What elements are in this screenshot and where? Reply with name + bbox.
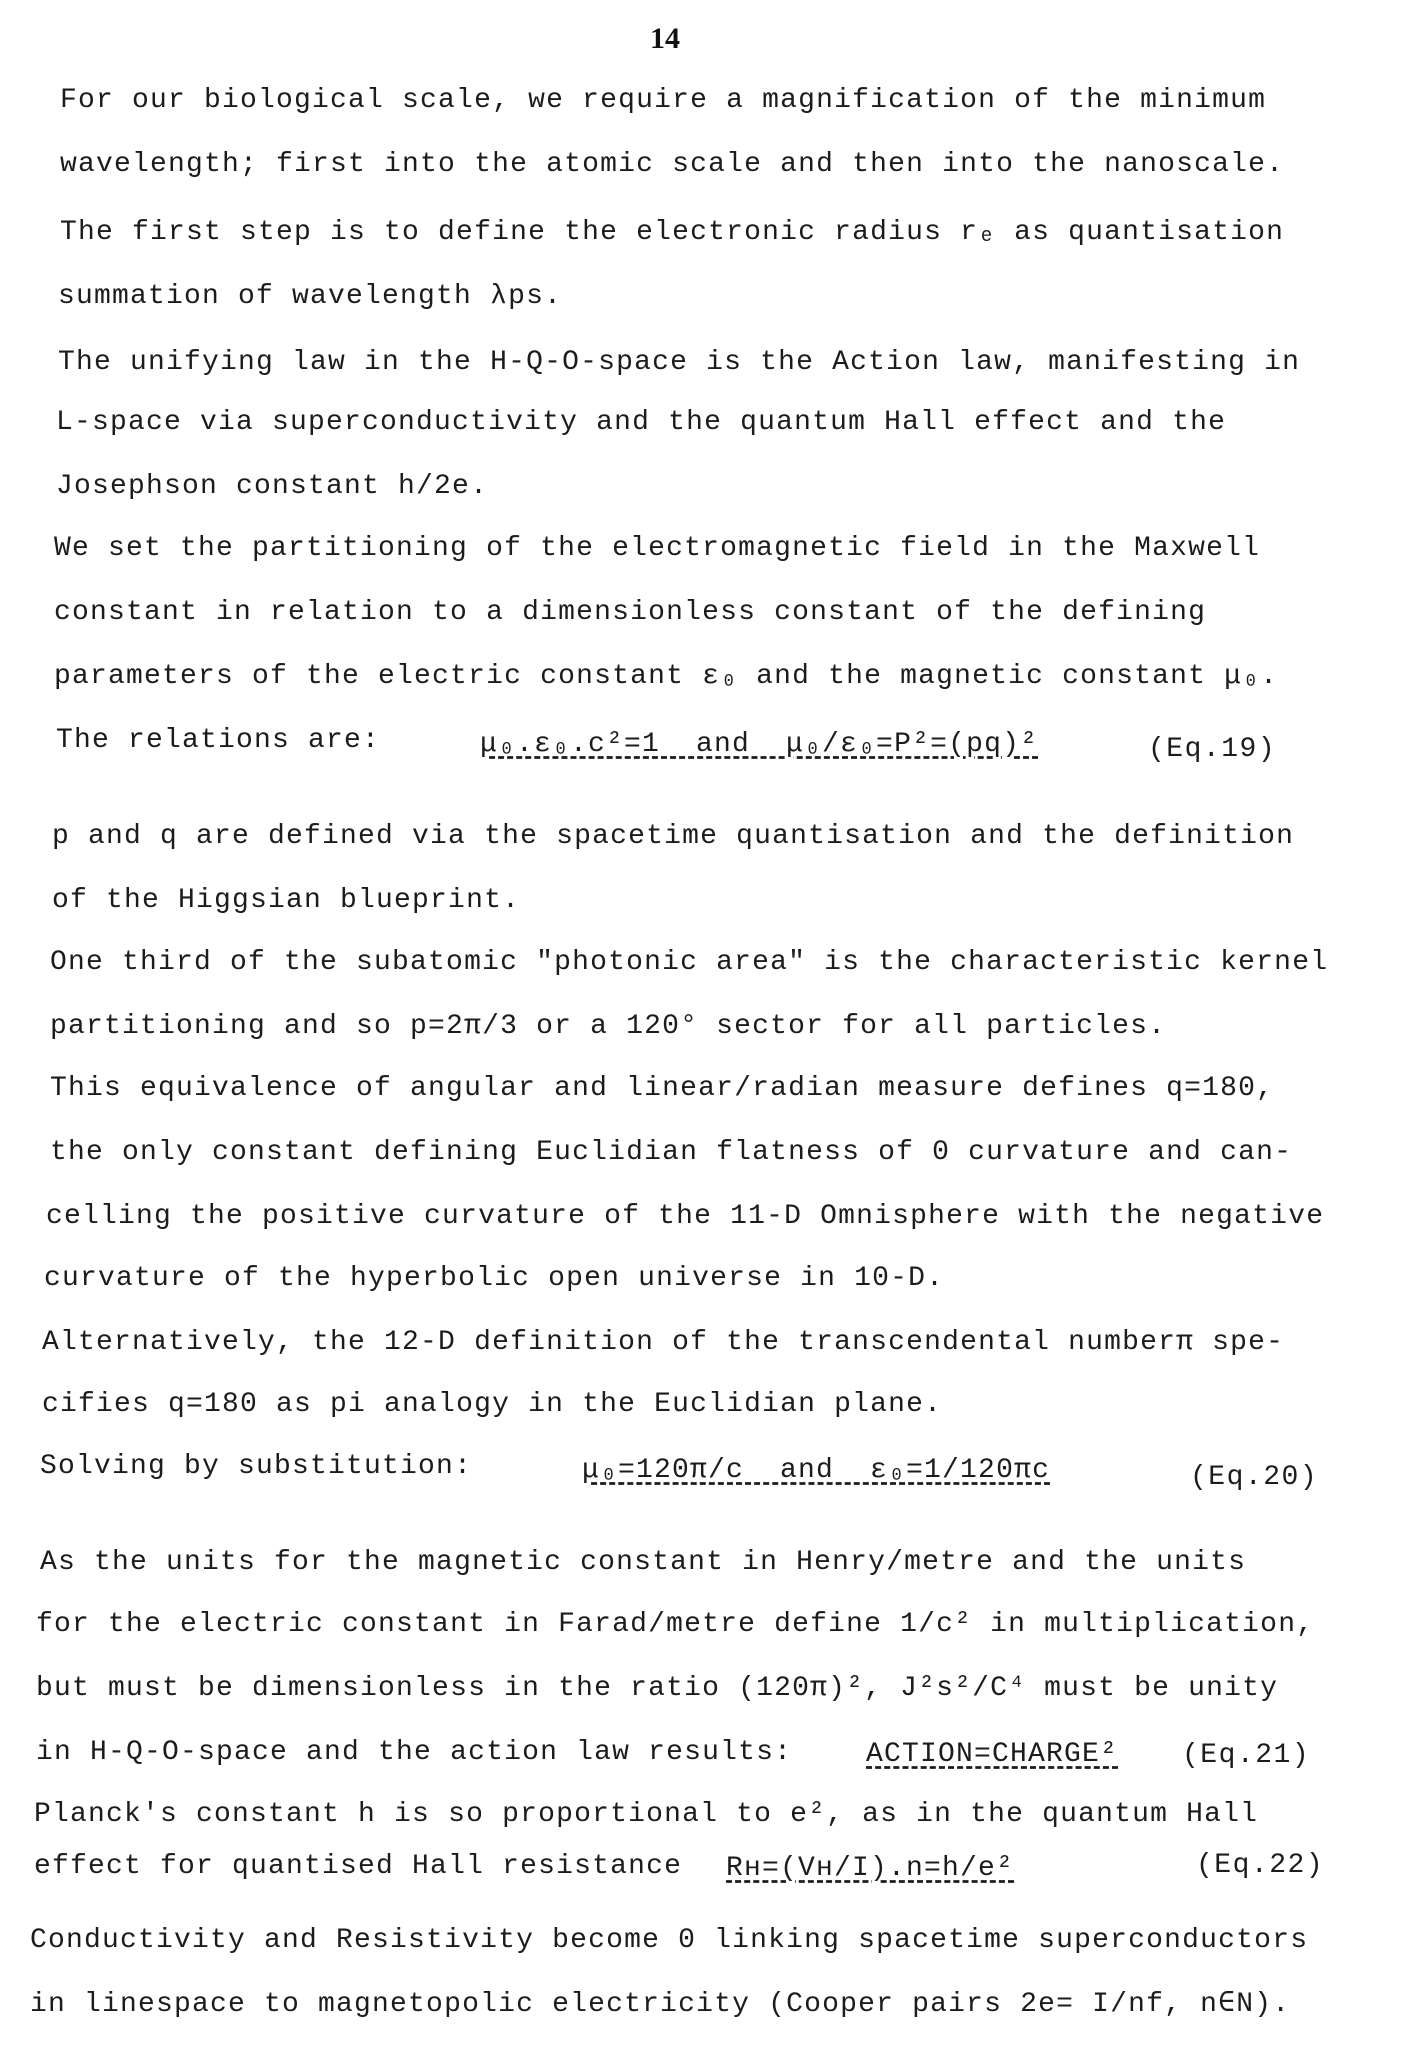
eq-19-tag: (Eq.19) bbox=[1148, 734, 1277, 765]
p8-line-1: As the units for the magnetic constant in Henry/metre and the units bbox=[40, 1547, 1247, 1578]
solving-label: Solving by substitution: bbox=[40, 1451, 473, 1482]
equation-22: Rʜ=(Vʜ/I).n=h/e² bbox=[726, 1853, 1015, 1884]
p9-line-1: Conductivity and Resistivity become 0 linking spacetime superconductors bbox=[30, 1925, 1309, 1956]
p8-line-4: in H-Q-O-space and the action law results: bbox=[36, 1737, 793, 1768]
p2-line-3: Josephson constant h/2e. bbox=[56, 471, 489, 502]
eq-22-tag: (Eq.22) bbox=[1196, 1850, 1325, 1881]
p8-line-5: Planck's constant h is so proportional to e², as in the quantum Hall bbox=[34, 1799, 1259, 1830]
p3-line-2: constant in relation to a dimensionless constant of the defining bbox=[54, 597, 1207, 628]
p2-line-2: L-space via superconductivity and the quantum Hall effect and the bbox=[56, 407, 1227, 438]
equation-19: μ₀.ε₀.c²=1 and μ₀/ε₀=P²=(pq)² bbox=[480, 729, 1039, 760]
p6-line-4: curvature of the hyperbolic open universe in 10-D. bbox=[44, 1263, 945, 1294]
p4-line-1: p and q are defined via the spacetime quantisation and the definition bbox=[52, 821, 1295, 852]
p3-line-3: parameters of the electric constant ε₀ and the magnetic constant μ₀. bbox=[54, 661, 1279, 692]
p3-line-1: We set the partitioning of the electromagnetic field in the Maxwell bbox=[54, 533, 1261, 564]
p6-line-2: the only constant defining Euclidian flatness of 0 curvature and can- bbox=[50, 1137, 1293, 1168]
p4-line-2: of the Higgsian blueprint. bbox=[52, 885, 521, 916]
p8-line-3: but must be dimensionless in the ratio (120π)², J²s²/C⁴ must be unity bbox=[36, 1673, 1279, 1704]
p1-line-2: wavelength; first into the atomic scale and then into the nanoscale. bbox=[60, 149, 1285, 180]
p2-line-1: The unifying law in the H-Q-O-space is the Action law, manifesting in bbox=[58, 347, 1301, 378]
equation-20: μ₀=120π/c and ε₀=1/120πc bbox=[582, 1455, 1051, 1486]
p6-line-1: This equivalence of angular and linear/radian measure defines q=180, bbox=[50, 1073, 1275, 1104]
p8-line-6: effect for quantised Hall resistance bbox=[34, 1851, 683, 1882]
p9-line-2: in linespace to magnetopolic electricity (Cooper pairs 2e= I/nf, n∈N). bbox=[30, 1989, 1291, 2020]
p1-line-3: The first step is to define the electronic radius rₑ as quantisation bbox=[60, 217, 1285, 248]
p8-line-2: for the electric constant in Farad/metre define 1/c² in multiplication, bbox=[36, 1609, 1315, 1640]
p7-line-2: cifies q=180 as pi analogy in the Euclidian plane. bbox=[42, 1389, 943, 1420]
eq-20-tag: (Eq.20) bbox=[1190, 1462, 1319, 1493]
page-number: 14 bbox=[650, 22, 680, 55]
equation-21: ACTION=CHARGE² bbox=[866, 1739, 1119, 1770]
p1-line-4: summation of wavelength λps. bbox=[58, 281, 563, 312]
p5-line-1: One third of the subatomic "photonic area" is the characteristic kernel bbox=[50, 947, 1329, 978]
p7-line-1: Alternatively, the 12-D definition of the transcendental numberπ spe- bbox=[42, 1327, 1285, 1358]
eq-21-tag: (Eq.21) bbox=[1182, 1740, 1311, 1771]
relations-label: The relations are: bbox=[56, 725, 381, 756]
p1-line-1: For our biological scale, we require a magnification of the minimum bbox=[60, 85, 1267, 116]
p6-line-3: celling the positive curvature of the 11-D Omnisphere with the negative bbox=[46, 1201, 1325, 1232]
p5-line-2: partitioning and so p=2π/3 or a 120° sector for all particles. bbox=[50, 1011, 1167, 1042]
